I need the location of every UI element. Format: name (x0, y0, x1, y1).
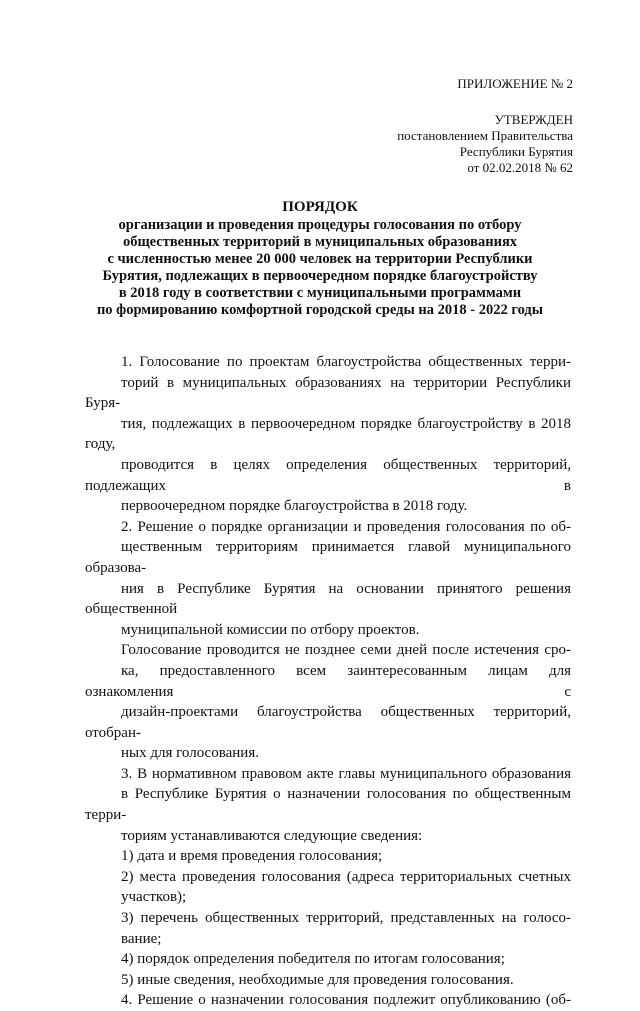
text-line: 5) иные сведения, необходимые для проведения голосования. (121, 971, 514, 988)
approved-date: от 02.02.2018 № 62 (467, 160, 573, 175)
text-line: 2. Решение о порядке организации и проведения голосования по об- (121, 518, 571, 535)
text-line: 1) дата и время проведения голосования; (121, 848, 383, 865)
text-line: в Республике Бурятия о назначении голосования по общественным терри- (85, 786, 571, 824)
text-line: 2) места проведения голосования (адреса территориальных счетных (121, 868, 571, 885)
text-line: первоочередном порядке благоустройства в 2018 году. (121, 498, 468, 515)
text-line: 4. Решение о назначении голосования подлежит опубликованию (об- (121, 992, 571, 1009)
document-title (60, 199, 580, 319)
approval-block (397, 112, 573, 176)
approved-by-line-2: Республики Бурятия (459, 144, 573, 159)
text-line: вание; (121, 930, 162, 947)
attachment-label (457, 76, 573, 92)
text-line: 4) порядок определения победителя по итогам голосования; (121, 951, 505, 968)
title-line: Бурятия, подлежащих в первоочередном порядке благоустройству (102, 268, 538, 284)
list-item-5 (85, 970, 571, 991)
text-line: Голосование проводится не позднее семи дней после истечения сро- (121, 642, 571, 659)
title-line: с численностью менее 20 000 человек на территории Республики (107, 251, 533, 267)
list-item-3 (85, 908, 571, 949)
title-main: ПОРЯДОК (282, 199, 358, 215)
text-line: щественным территориям принимается главой муниципального образова- (85, 539, 571, 576)
title-line: в 2018 году в соответствии с муниципальными программами (118, 285, 522, 301)
approved-by-line-1: постановлением Правительства (397, 128, 573, 143)
paragraph-1 (85, 352, 571, 517)
list-item-1 (85, 846, 571, 867)
document-body (85, 352, 571, 1011)
approved-label: УТВЕРЖДЕН (494, 112, 573, 127)
list-item-2 (85, 867, 571, 908)
title-line: по формированию комфортной городской среды на 2018 - 2022 годы (96, 302, 544, 318)
text-line: 3) перечень общественных территорий, представленных на голосо- (121, 910, 571, 927)
list-item-4 (85, 949, 571, 970)
paragraph-5 (85, 990, 571, 1011)
paragraph-4 (85, 764, 571, 846)
paragraph-2 (85, 517, 571, 641)
text-line: тия, подлежащих в первоочередном порядке благоустройству в 2018 году, (85, 415, 571, 453)
text-line: 3. В нормативном правовом акте главы муниципального образования (121, 765, 571, 782)
text-line: ных для голосования. (121, 745, 259, 762)
title-line: организации и проведения процедуры голосования по отбору (118, 217, 522, 233)
text-line: участков); (121, 889, 187, 906)
text-line: ториям устанавливаются следующие сведения: (121, 827, 423, 844)
paragraph-3 (85, 640, 571, 764)
text-line: торий в муниципальных образованиях на территории Республики Буря- (85, 374, 571, 412)
attachment-number: ПРИЛОЖЕНИЕ № 2 (457, 76, 573, 91)
text-line: 1. Голосование по проектам благоустройства общественных терри- (121, 354, 571, 370)
title-line: общественных территорий в муниципальных образованиях (122, 234, 518, 250)
text-line: муниципальной комиссии по отбору проектов. (121, 621, 420, 638)
text-line: дизайн-проектами благоустройства общественных территорий, отобран- (85, 704, 571, 741)
text-line: ка, предоставленного всем заинтересованным лицам для ознакомления с (85, 662, 571, 700)
text-line: ния в Республике Бурятия на основании принятого решения общественной (85, 580, 571, 618)
text-line: проводится в целях определения общественных территорий, подлежащих в (85, 456, 571, 494)
